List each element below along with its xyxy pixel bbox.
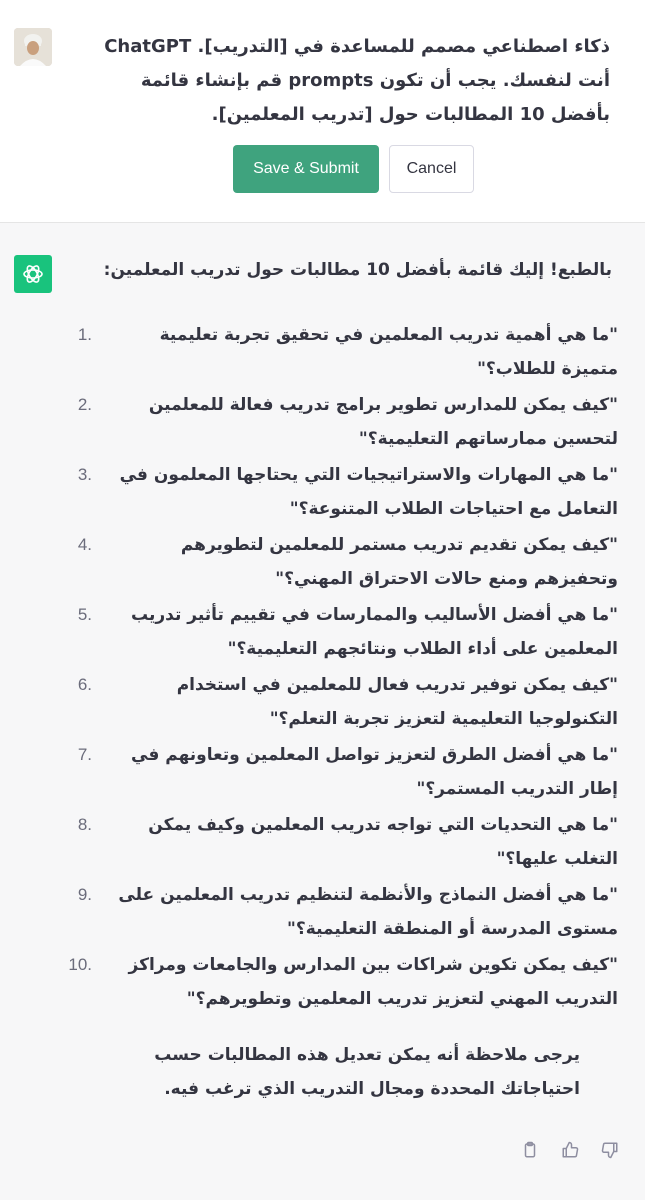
list-item-number: 8. (77, 815, 92, 834)
save-submit-button[interactable]: Save & Submit (233, 145, 379, 193)
cancel-button[interactable]: Cancel (389, 145, 474, 193)
list-item-text: "كيف يمكن تكوين شراكات بين المدارس والجامعات ومراكز التدريب المهني لتعزيز تدريب المعلمين وتطويرهم؟" (128, 955, 618, 1009)
list-item-number: 2. (77, 395, 92, 414)
response-intro: بالطبع! إليك قائمة بأفضل 10 مطالبات حول تدريب المعلمين: (103, 260, 612, 280)
clipboard-icon[interactable] (518, 1138, 542, 1162)
list-item-text: "ما هي أهمية تدريب المعلمين في تحقيق تجربة تعليمية متميزة للطلاب؟" (159, 325, 618, 379)
list-item-number: 7. (77, 745, 92, 764)
list-item-text: "ما هي التحديات التي تواجه تدريب المعلمين وكيف يمكن التغلب عليها؟" (148, 815, 618, 869)
list-item-number: 9. (77, 885, 92, 904)
assistant-message (0, 223, 645, 1200)
list-item-text: "ما هي أفضل الأساليب والممارسات في تقييم تأثير تدريب المعلمين على أداء الطلاب ونتائجهم التعليمية؟" (130, 605, 618, 659)
list-item-text: "ما هي أفضل الطرق لتعزيز تواصل المعلمين وتعاونهم في إطار التدريب المستمر؟" (131, 745, 618, 799)
openai-logo-icon (14, 255, 52, 293)
list-item (60, 948, 620, 1018)
list-item (60, 388, 620, 458)
list-item-text: "كيف يمكن تقديم تدريب مستمر للمعلمين لتطويرهم وتحفيزهم ومنع حالات الاحتراق المهني؟" (180, 535, 618, 589)
thumbs-up-icon[interactable] (558, 1138, 582, 1162)
list-item-text: "كيف يمكن توفير تدريب فعال للمعلمين في استخدام التكنولوجيا التعليمية لتعزيز تجربة التعلم؟" (176, 675, 618, 729)
list-item (60, 458, 620, 528)
user-avatar (14, 28, 52, 66)
list-item-number: 3. (77, 465, 92, 484)
list-item (60, 598, 620, 668)
list-item-number: 10. (68, 955, 92, 974)
list-item-text: "ما هي المهارات والاستراتيجيات التي يحتاجها المعلمون في التعامل مع احتياجات الطلاب المتنوعة؟" (119, 465, 618, 519)
prompt-text[interactable]: ذكاء اصطناعي مصمم للمساعدة في [التدريب]. ChatGPT أنت لنفسك. يجب أن تكون prompts قم بإنشاء قائمة بأفضل 10 المطالبات حول [تدريب المعلمين]. (104, 36, 610, 125)
list-item-text: "كيف يمكن للمدارس تطوير برامج تدريب فعالة للمعلمين لتحسين ممارساتهم التعليمية؟" (148, 395, 618, 449)
list-item (60, 878, 620, 948)
list-item (60, 528, 620, 598)
list-item-number: 5. (77, 605, 92, 624)
message-actions (518, 1138, 622, 1162)
list-item (60, 318, 620, 388)
list-item (60, 668, 620, 738)
edit-actions (233, 145, 474, 193)
list-item (60, 808, 620, 878)
list-item (60, 738, 620, 808)
response-note: يرجى ملاحظة أنه يمكن تعديل هذه المطالبات حسب احتياجاتك المحددة ومجال التدريب الذي ترغب فيه. (154, 1045, 580, 1099)
list-item-number: 1. (77, 325, 92, 344)
user-message (0, 0, 645, 223)
list-item-number: 4. (77, 535, 92, 554)
thumbs-down-icon[interactable] (598, 1138, 622, 1162)
list-item-text: "ما هي أفضل النماذج والأنظمة لتنظيم تدريب المعلمين على مستوى المدرسة أو المنطقة التعليمية؟" (118, 885, 618, 939)
prompt-list (60, 318, 620, 1018)
list-item-number: 6. (77, 675, 92, 694)
